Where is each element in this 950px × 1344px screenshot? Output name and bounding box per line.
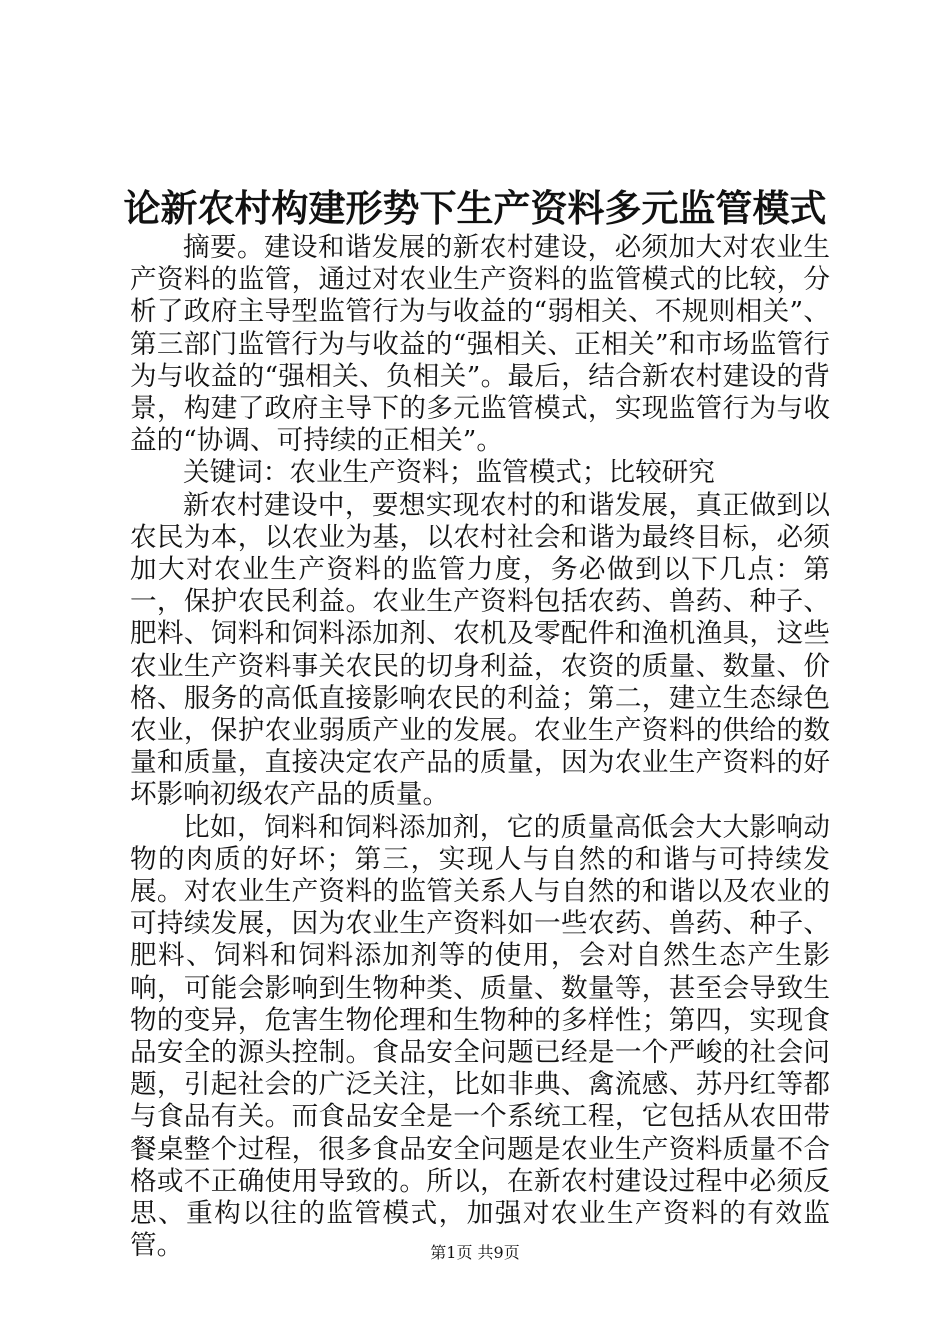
abstract-paragraph: 摘要。建设和谐发展的新农村建设，必须加大对农业生产资料的监管，通过对农业生产资料的监管模式的比较，分析了政府主导型监管行为与收益的“弱相关、不规则相关”、第三部门监管行为与收益的“强相关、正相关”和市场监管行为与收益的“强相关、负相关”。最后，结合新农村建设的背景，构建了政府主导下的多元监管模式，实现监管行为与收益的“协调、可持续的正相关”。	[130, 232, 830, 457]
body-paragraph: 新农村建设中，要想实现农村的和谐发展，真正做到以农民为本，以农业为基，以农村社会和谐为最终目标，必须加大对农业生产资料的监管力度，务必做到以下几点：第一，保护农民利益。农业生产资料包括农药、兽药、种子、肥料、饲料和饲料添加剂、农机及零配件和渔机渔具，这些农业生产资料事关农民的切身利益，农资的质量、数量、价格、服务的高低直接影响农民的利益；第二，建立生态绿色农业，保护农业弱质产业的发展。农业生产资料的供给的数量和质量，直接决定农产品的质量，因为农业生产资料的好坏影响初级农产品的质量。	[130, 489, 830, 811]
page-footer: 第1页 共9页	[430, 1243, 520, 1262]
document-body	[130, 232, 830, 1263]
keywords-paragraph: 关键词：农业生产资料；监管模式；比较研究	[183, 457, 715, 489]
body-paragraph: 比如，饲料和饲料添加剂，它的质量高低会大大影响动物的肉质的好坏；第三，实现人与自然的和谐与可持续发展。对农业生产资料的监管关系人与自然的和谐以及农业的可持续发展，因为农业生产资料如一些农药、兽药、种子、肥料、饲料和饲料添加剂等的使用，会对自然生态产生影响，可能会影响到生物种类、质量、数量等，甚至会导致生物的变异，危害生物伦理和生物种的多样性；第四，实现食品安全的源头控制。食品安全问题已经是一个严峻的社会问题，引起社会的广泛关注，比如非典、禽流感、苏丹红等都与食品有关。而食品安全是一个系统工程，它包括从农田带餐桌整个过程，很多食品安全问题是农业生产资料质量不合格或不正确使用导致的。所以，在新农村建设过程中必须反思、重构以往的监管模式，加强对农业生产资料的有效监管。	[130, 811, 830, 1262]
document-title: 论新农村构建形势下生产资料多元监管模式	[123, 186, 827, 230]
